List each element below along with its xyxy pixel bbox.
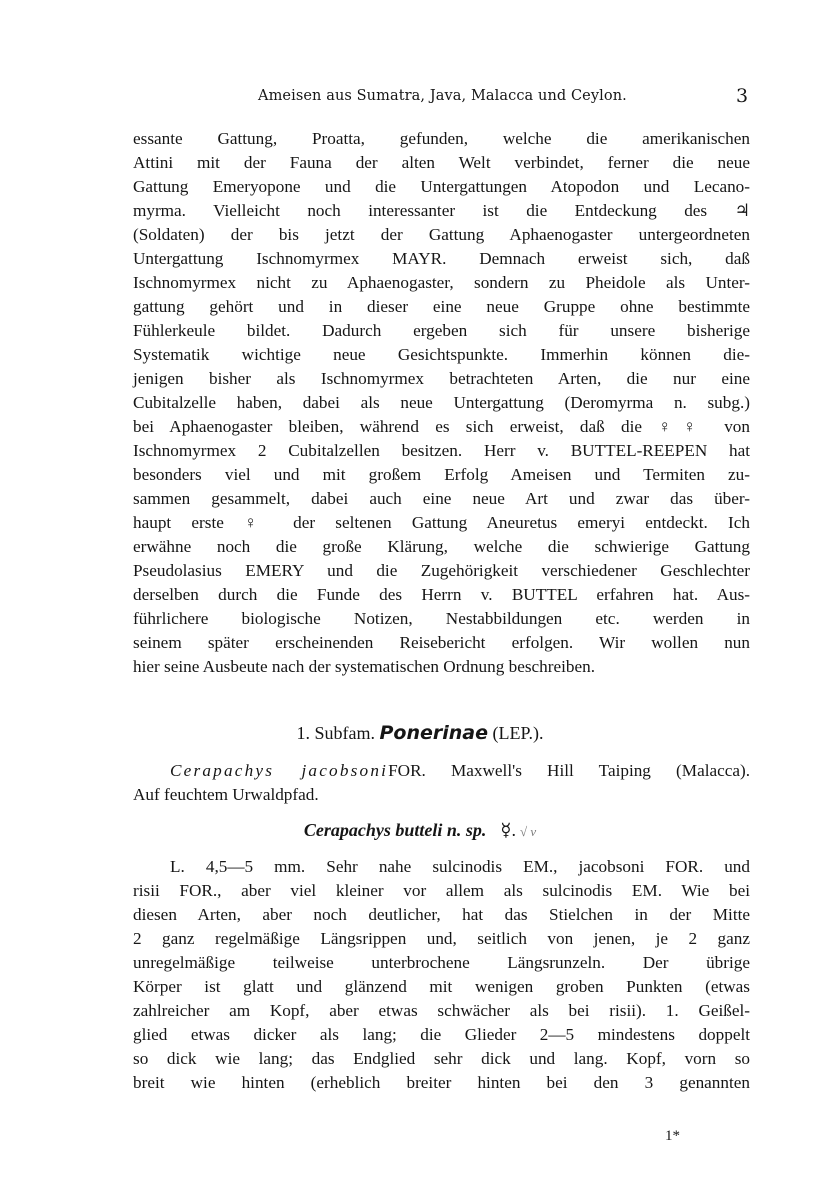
text-line: Ischnomyrmex nicht zu Aphaenogaster, sondern zu Pheidole als Unter- [133,273,750,292]
text-line: haupt erste ♀ der seltenen Gattung Aneuretus emeryi entdeckt. Ich [133,513,750,532]
record-species: Cerapachys jacobsoni [170,761,389,780]
text-line: L. 4,5—5 mm. Sehr nahe sulcinodis EM., jacobsoni FOR. und [170,857,750,876]
text-line: breit wie hinten (erheblich breiter hinten bei den 3 genannten [133,1073,750,1092]
text-line: so dick wie lang; das Endglied sehr dick und lang. Kopf, vorn so [133,1049,750,1068]
text-line: myrma. Vielleicht noch interessanter ist die Entdeckung des ♃ [133,201,750,220]
text-line: diesen Arten, aber noch deutlicher, hat das Stielchen in der Mitte [133,905,750,924]
text-line: gattung gehört und in dieser eine neue Gruppe ohne bestimmte [133,297,750,316]
text-line: bei Aphaenogaster bleiben, während es sich erweist, daß die ♀♀ von [133,417,750,436]
page-number: 3 [736,85,749,107]
species-heading [0,820,840,846]
text-line: zahlreicher am Kopf, aber etwas schwächer als bei risii). 1. Geißel- [133,1001,750,1020]
text-line: (Soldaten) der bis jetzt der Gattung Aphaenogaster untergeordneten [133,225,750,244]
text-line: Gattung Emeryopone und die Untergattungen Atopodon und Lecano- [133,177,750,196]
text-line: Körper ist glatt und glänzend mit wenigen groben Punkten (etwas [133,977,750,996]
text-line: Attini mit der Fauna der alten Welt verbindet, ferner die neue [133,153,750,172]
text-line: sammen gesammelt, dabei auch eine neue Art und zwar das über- [133,489,750,508]
text-line: besonders viel und mit großem Erfolg Ameisen und Termiten zu- [133,465,750,484]
text-line: unregelmäßige teilweise unterbrochene Längsrunzeln. Der übrige [133,953,750,972]
text-line: führlichere biologische Notizen, Nestabbildungen etc. werden in [133,609,750,628]
record-line-2: Auf feuchtem Urwaldpfad. [133,785,319,804]
text-line: hier seine Ausbeute nach der systematischen Ordnung beschreiben. [133,657,596,676]
worker-symbol: ☿. [500,820,516,840]
text-line: essante Gattung, Proatta, gefunden, welche die amerikanischen [133,129,750,148]
text-line: seinem später erscheinenden Reisebericht erfolgen. Wir wollen nun [133,633,750,652]
text-line: Fühlerkeule bildet. Dadurch ergeben sich für unsere bisherige [133,321,750,340]
text-line: Ischnomyrmex 2 Cubitalzellen besitzen. Herr v. BUTTEL-REEPEN hat [133,441,750,460]
pencil-mark: √ v [519,824,537,839]
text-line: Systematik wichtige neue Gesichtspunkte. Immerhin können die- [133,345,750,364]
subfamily-heading [0,722,840,748]
subfamily-number: 1. Subfam. [296,723,375,743]
signature-mark: 1* [665,1128,680,1144]
text-line: Cubitalzelle haben, dabei als neue Untergattung (Deromyrma n. subg.) [133,393,750,412]
subfamily-author: (LEP.). [492,723,544,743]
running-title: Ameisen aus Sumatra, Java, Malacca und Ceylon. [258,88,627,104]
text-line: Untergattung Ischnomyrmex MAYR. Demnach erweist sich, daß [133,249,750,268]
text-line: derselben durch die Funde des Herrn v. BUTTEL erfahren hat. Aus- [133,585,750,604]
record-line-1 [170,759,750,783]
text-line: Pseudolasius EMERY und die Zugehörigkeit verschiedener Geschlechter [133,561,750,580]
text-line: risii FOR., aber viel kleiner vor allem als sulcinodis EM. Wie bei [133,881,750,900]
species-name: Cerapachys butteli n. sp. [303,820,487,840]
subfamily-name: Ponerinae [379,722,488,744]
text-line: jenigen bisher als Ischnomyrmex betrachteten Arten, die nur eine [133,369,750,388]
text-line: 2 ganz regelmäßige Längsrippen und, seitlich von jenen, je 2 ganz [133,929,750,948]
text-line: glied etwas dicker als lang; die Glieder 2—5 mindestens doppelt [133,1025,750,1044]
record-locality: Maxwell's Hill Taiping (Malacca). [451,761,751,780]
page-header [0,85,840,112]
record-author: FOR. [388,761,426,780]
text-line: erwähne noch die große Klärung, welche die schwierige Gattung [133,537,750,556]
